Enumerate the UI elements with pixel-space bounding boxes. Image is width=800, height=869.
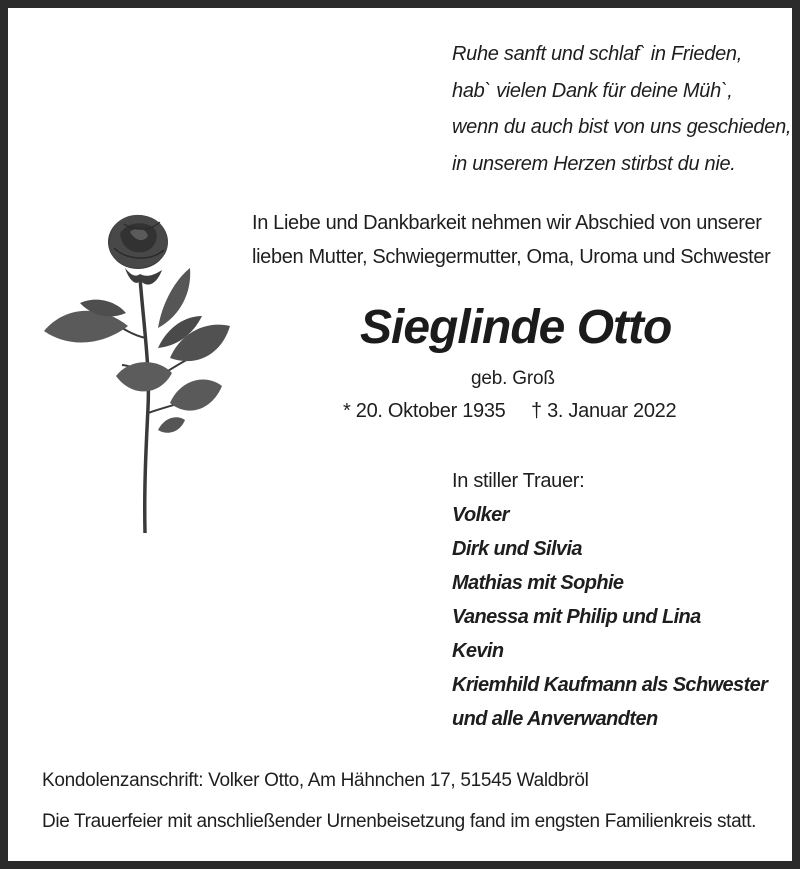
poem-line-4: in unserem Herzen stirbst du nie. <box>452 152 736 175</box>
condolence-address: Kondolenzanschrift: Volker Otto, Am Hähnchen 17, 51545 Waldbröl <box>42 770 589 791</box>
poem <box>452 36 791 182</box>
birth-name: geb. Groß <box>471 368 555 389</box>
mourners-list <box>452 464 767 736</box>
mourner-name: Kevin <box>452 640 504 662</box>
poem-line-2: hab` vielen Dank für deine Müh`, <box>452 79 733 102</box>
deceased-name: Sieglinde Otto <box>360 301 672 354</box>
mourner-name: Dirk und Silvia <box>452 538 582 560</box>
mourners-heading: In stiller Trauer: <box>452 470 585 492</box>
ceremony-note: Die Trauerfeier mit anschließender Urnenbeisetzung fand im engsten Familienkreis statt. <box>42 811 757 832</box>
farewell-intro <box>252 206 770 274</box>
intro-line-1: In Liebe und Dankbarkeit nehmen wir Abschied von unserer <box>252 212 762 234</box>
mourner-name: Volker <box>452 504 509 526</box>
mourner-name: und alle Anverwandten <box>452 708 658 730</box>
death-date: † 3. Januar 2022 <box>531 400 677 422</box>
poem-line-1: Ruhe sanft und schlaf` in Frieden, <box>452 43 742 65</box>
mourner-name: Mathias mit Sophie <box>452 572 624 594</box>
poem-line-3: wenn du auch bist von uns geschieden, <box>452 116 792 138</box>
mourner-name: Vanessa mit Philip und Lina <box>452 606 701 628</box>
mourner-name: Kriemhild Kaufmann als Schwester <box>452 674 768 696</box>
rose-icon <box>40 208 235 538</box>
intro-line-2: lieben Mutter, Schwiegermutter, Oma, Uroma und Schwester <box>252 246 771 268</box>
birth-date: * 20. Oktober 1935 <box>343 400 506 422</box>
